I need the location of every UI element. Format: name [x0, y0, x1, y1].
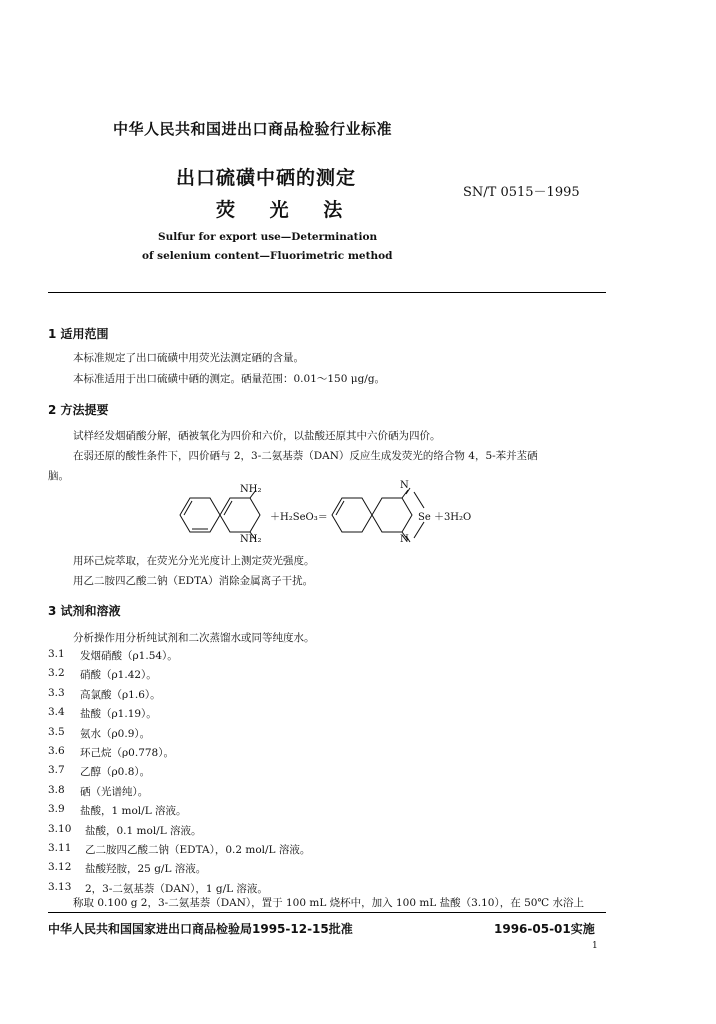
- reagent-number: 3.8: [48, 784, 65, 796]
- document-title: 出口硫磺中硒的测定: [176, 167, 357, 189]
- section-2-heading: 2 方法提要: [48, 403, 109, 417]
- reagent-number: 3.11: [48, 842, 72, 854]
- reagent-number: 3.5: [48, 726, 65, 738]
- reagent-item-text: 盐酸，1 mol/L 溶液。: [80, 805, 187, 817]
- section-2-para-2-cont: 脑。: [48, 470, 69, 482]
- standard-code: SN/T 0515－1995: [463, 185, 580, 200]
- benzene-ring-right: [220, 498, 260, 532]
- section-1-para-2: 本标准适用于出口硫磺中硒的测定。硒量范围：0.01～150 μg/g。: [73, 373, 386, 385]
- reagent-number: 3.2: [48, 667, 65, 679]
- section-1-para-1: 本标准规定了出口硫磺中用荧光法测定硒的含量。: [73, 352, 304, 364]
- reagent-number: 3.9: [48, 803, 65, 815]
- product-ring-left: [332, 498, 372, 532]
- reagent-number: 3.13: [48, 881, 72, 893]
- reagent-item-text: 盐酸（ρ1.19）。: [80, 708, 157, 720]
- section-3-heading: 3 试剂和溶液: [48, 604, 121, 618]
- reagent-number: 3.4: [48, 706, 65, 718]
- amine-group-bottom: NH₂: [240, 534, 262, 545]
- section-3-intro: 分析操作用分析纯试剂和二次蒸馏水或同等纯度水。: [73, 632, 315, 644]
- document-subtitle: 荧 光 法: [216, 199, 357, 221]
- product-ring-middle: [372, 498, 412, 532]
- reagent-item-text: 硒（光谱纯）。: [80, 786, 149, 798]
- issuing-organization: 中华人民共和国进出口商品检验行业标准: [113, 120, 393, 138]
- nitrogen-bottom: N: [400, 534, 409, 545]
- reagent-number: 3.7: [48, 764, 65, 776]
- footer-divider: [48, 912, 606, 913]
- section-2-para-3: 用环己烷萃取，在荧光分光光度计上测定荧光强度。: [73, 555, 315, 567]
- section-3-13-detail: 称取 0.100 g 2，3-二氨基萘（DAN），置于 100 mL 烧杯中，加入 100 mL 盐酸（3.10），在 50℃ 水浴上: [73, 897, 585, 909]
- header-divider: [48, 292, 606, 293]
- english-title-line1: Sulfur for export use—Determination: [158, 231, 378, 243]
- selenous-acid-term: ＋H₂SeO₃＝: [270, 512, 328, 523]
- reaction-formula: [170, 480, 490, 546]
- reagent-number: 3.10: [48, 823, 72, 835]
- page-number: 1: [592, 941, 598, 951]
- reagent-item-text: 盐酸，0.1 mol/L 溶液。: [85, 825, 202, 837]
- reagent-item-text: 氨水（ρ0.9）。: [80, 728, 151, 740]
- reagent-item-text: 乙醇（ρ0.8）。: [80, 766, 151, 778]
- reagent-item-text: 硝酸（ρ1.42）。: [80, 669, 157, 681]
- reagent-item-text: 盐酸羟胺，25 g/L 溶液。: [85, 863, 207, 875]
- approval-statement: 中华人民共和国国家进出口商品检验局1995-12-15批准: [48, 922, 353, 936]
- amine-group-top: NH₂: [240, 484, 262, 495]
- reagent-item-text: 2，3-二氨基萘（DAN），1 g/L 溶液。: [85, 883, 268, 895]
- reagent-number: 3.1: [48, 648, 65, 660]
- section-2-para-4: 用乙二胺四乙酸二钠（EDTA）消除金属离子干扰。: [73, 575, 314, 587]
- reagent-item-text: 发烟硝酸（ρ1.54）。: [80, 650, 178, 662]
- reagent-item-text: 乙二胺四乙酸二钠（EDTA），0.2 mol/L 溶液。: [85, 844, 311, 856]
- selenium-water-term: Se ＋3H₂O: [418, 512, 472, 523]
- section-1-heading: 1 适用范围: [48, 327, 109, 341]
- reagent-number: 3.12: [48, 861, 72, 873]
- section-2-para-2: 在弱还原的酸性条件下，四价硒与 2，3-二氨基萘（DAN）反应生成发荧光的络合物 4，5-苯并苤硒: [73, 450, 538, 462]
- nitrogen-top: N: [400, 480, 409, 491]
- benzene-ring-left: [180, 498, 220, 532]
- english-title-line2: of selenium content—Fluorimetric method: [142, 250, 393, 262]
- reagent-item-text: 高氯酸（ρ1.6）。: [80, 689, 161, 701]
- section-2-para-1: 试样经发烟硝酸分解，硒被氧化为四价和六价，以盐酸还原其中六价硒为四价。: [73, 430, 441, 442]
- reagent-number: 3.6: [48, 745, 65, 757]
- reagent-item-text: 环己烷（ρ0.778）。: [80, 747, 174, 759]
- effective-date: 1996-05-01实施: [494, 922, 595, 936]
- reagent-number: 3.3: [48, 687, 65, 699]
